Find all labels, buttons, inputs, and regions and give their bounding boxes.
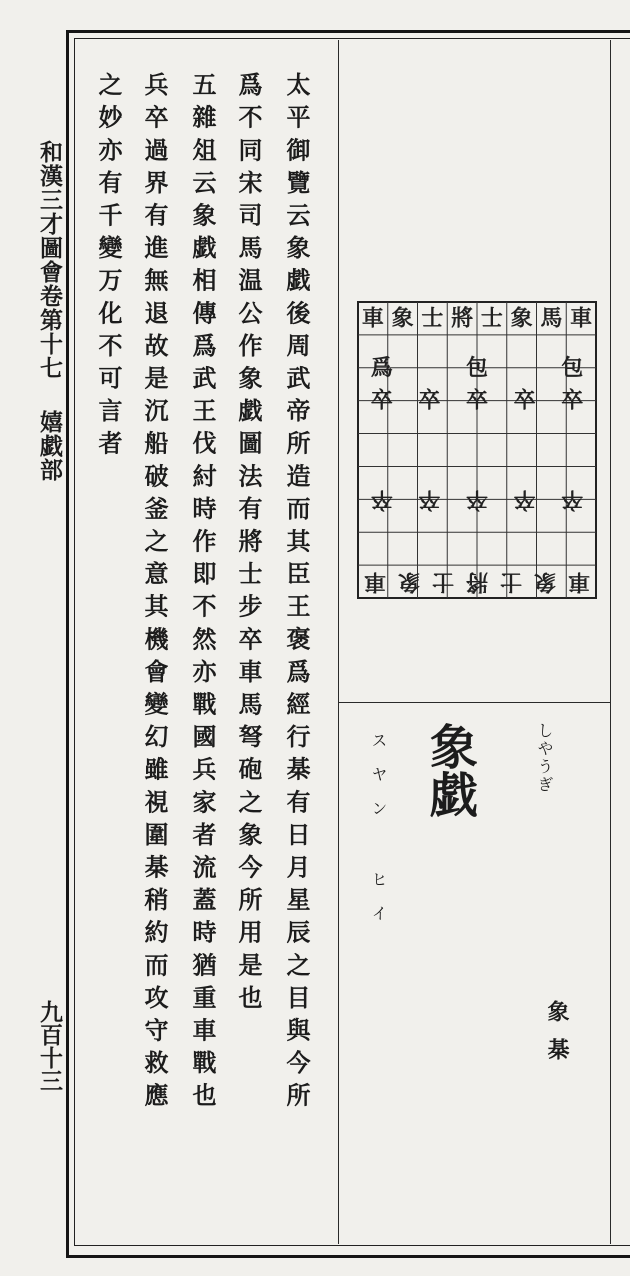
entry-reading-kana: しやうぎ xyxy=(535,722,554,794)
board-piece: 卒 xyxy=(418,387,441,414)
board-piece: 車 xyxy=(361,305,384,332)
board-piece: 象 xyxy=(397,568,421,595)
board-piece: 卒 xyxy=(513,387,536,414)
margin-section-name: 嬉戯部 xyxy=(36,410,63,482)
margin-book-title: 和漢三才圖會卷第十七 xyxy=(36,140,63,380)
board-piece: 士 xyxy=(480,305,503,332)
column-divider xyxy=(338,40,339,1244)
board-piece: 卒 xyxy=(370,387,393,414)
board-piece: 車 xyxy=(567,568,591,595)
board-piece: 車 xyxy=(363,568,387,595)
board-piece: 卒 xyxy=(370,486,393,513)
xiangqi-board-illustration xyxy=(352,296,602,606)
board-piece: 士 xyxy=(499,568,523,595)
board-piece: 卒 xyxy=(465,486,489,513)
entry-title: 象戯 xyxy=(421,722,478,818)
board-piece: 卒 xyxy=(561,387,584,414)
entry-chinese-reading: スヤン ヒイ xyxy=(369,732,388,939)
body-column-5: 之妙亦有千變万化不可言者 xyxy=(94,72,123,464)
body-column-4: 兵卒過界有進無退故是沉船破釜之意其機會變幻雖視圍棊稍約而攻守救應 xyxy=(140,72,169,1116)
right-divider xyxy=(610,40,611,1244)
board-piece: 將 xyxy=(465,568,489,595)
illustration-divider xyxy=(339,702,610,703)
board-piece: 士 xyxy=(421,305,444,332)
entry-alias: 象棊 xyxy=(544,1000,570,1076)
board-piece: 象 xyxy=(510,305,533,332)
board-piece: 包 xyxy=(465,354,489,381)
board-piece: 包 xyxy=(561,354,584,381)
board-piece: 將 xyxy=(451,305,474,332)
body-column-3: 五雜俎云象戯相傳爲武王伐紂時作即不然亦戰國兵家者流蓋時猶重車戰也 xyxy=(188,72,217,1116)
board-piece: 卒 xyxy=(465,387,489,414)
board-piece: 象 xyxy=(391,305,414,332)
board-piece: 象 xyxy=(533,568,557,595)
board-piece: 卒 xyxy=(418,486,441,513)
board-piece: 車 xyxy=(570,305,593,332)
board-piece: 爲 xyxy=(370,354,393,381)
body-column-1: 太平御覽云象戯後周武帝所造而其臣王褒爲經行棊有日月星辰之目與今所 xyxy=(282,72,311,1116)
board-piece: 卒 xyxy=(513,486,536,513)
board-piece: 馬 xyxy=(540,305,563,332)
board-piece: 卒 xyxy=(561,486,584,513)
margin-page-number: 九百十三 xyxy=(36,1000,63,1092)
body-column-2: 爲不同宋司馬温公作象戯圖法有將士步卒車馬弩砲之象今所用是也 xyxy=(234,72,263,1018)
board-piece: 士 xyxy=(431,568,455,595)
